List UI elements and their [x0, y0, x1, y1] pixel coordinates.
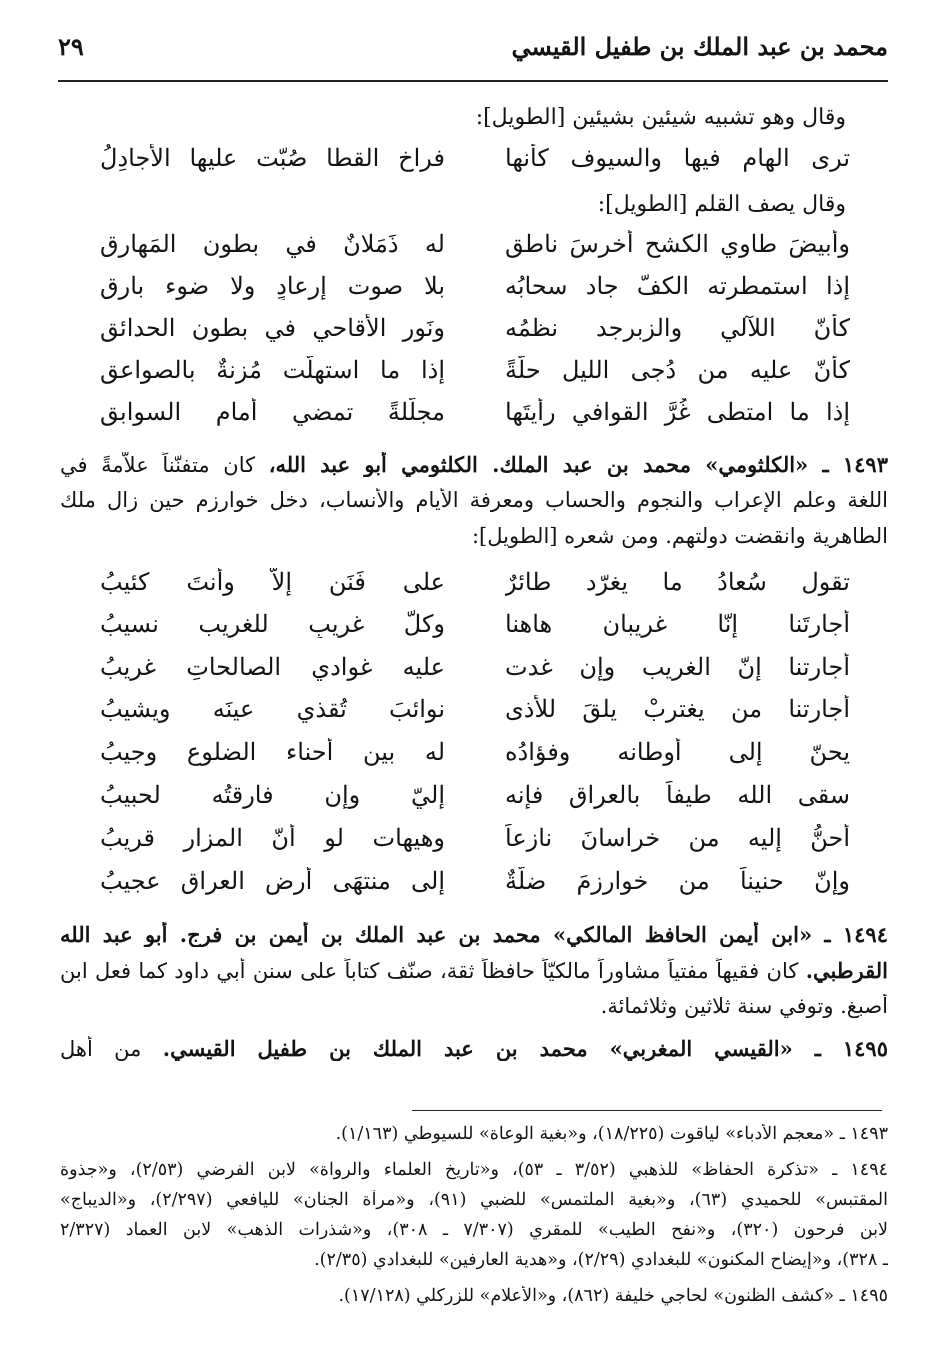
entry-1493-text: اللغة وعلم الإعراب والنجوم والحساب ومعرفة الأيام والأنساب، دخل خوارزم حين زال ملك	[60, 488, 888, 512]
verse-second-hemistich: فراخ القطا صُبّت عليها الأجادِلُ	[100, 144, 445, 172]
entry-1495-heading: ١٤٩٥ ـ «القيسي المغربي» محمد بن عبد الملك بن طفيل القيسي.	[162, 1036, 888, 1061]
entry-1493-line	[60, 488, 888, 512]
footnote-line: المقتبس» للحميدي (٦٣)، و«بغية الملتمس» للضبي (٩١)، و«مرآة الجنان» لليافعي (٢/٢٩٧)، و«الديباج»	[60, 1190, 888, 1210]
verse-second-hemistich: نوائبَ تُقذي عينَه ويشيبُ	[100, 695, 445, 723]
verse-second-hemistich: وهيهات لو أنّ المزار قريبُ	[100, 824, 445, 852]
verse-line	[100, 824, 850, 862]
verse-second-hemistich: وكلّ غريبٍ للغريب نسيبُ	[100, 610, 445, 638]
entry-1495-text: من أهل	[60, 1037, 163, 1061]
entry-1495-line	[60, 1036, 888, 1061]
verse-first-hemistich: يحنّ إلى أوطانه وفؤادُه	[505, 738, 850, 766]
verse-first-hemistich: إذا ما امتطى غُرَّ القوافي رأيتَها	[505, 398, 850, 426]
entry-1494-heading: ١٤٩٤ ـ «ابن أيمن الحافظ المالكي» محمد بن عبد الملك بن أيمن بن فرج. أبو عبد الله	[60, 922, 888, 947]
verse-line	[100, 356, 850, 394]
footnote-line: ١٤٩٤ ـ «تذكرة الحفاظ» للذهبي (٣/٥٢ ـ ٥٣)، و«تاريخ العلماء والرواة» لابن الفرضي (٢/٥٣)، و«جذوة	[60, 1160, 888, 1180]
verse-first-hemistich: ترى الهام فيها والسيوف كأنها	[505, 144, 850, 172]
verse-second-hemistich: له ذَمَلانٌ في بطون المَهارقِ	[100, 230, 445, 258]
verse-line	[100, 144, 850, 182]
entry-1493-text: كان متفنّناً علاّمةً في	[60, 453, 269, 477]
verse-first-hemistich: إذا استمطرته الكفّ جاد سحابُه	[505, 272, 850, 300]
verse-line	[100, 653, 850, 691]
verse-line	[100, 398, 850, 436]
entry-1494-nisba: القرطبي.	[805, 958, 888, 983]
running-title: محمد بن عبد الملك بن طفيل القيسي	[511, 32, 888, 61]
verse-second-hemistich: مجلّلةً تمضي أمام السوابقِ	[100, 398, 445, 426]
verse-first-hemistich: كأنّ اللآلي والزبرجد نظمُه	[505, 314, 850, 342]
verse-second-hemistich: عليه غوادي الصالحاتِ غريبُ	[100, 653, 445, 681]
verse-second-hemistich: إلى منتهَى أرض العراق عجيبُ	[100, 867, 445, 895]
verse-first-hemistich: سقى الله طيفاً بالعراق فإنه	[505, 781, 850, 809]
verse-line	[100, 314, 850, 352]
running-header	[58, 32, 888, 74]
verse-first-hemistich: وإنّ حنيناً من خوارزمَ ضلّةٌ	[505, 867, 850, 895]
verse-second-hemistich: إذا ما استهلّت مُزنةٌ بالصواعقِ	[100, 356, 445, 384]
verse-first-hemistich: تقول سُعادُ ما يغرّد طائرٌ	[505, 568, 850, 596]
verse-line	[100, 230, 850, 268]
page-number: ٢٩	[58, 32, 84, 61]
verse-first-hemistich: أجارتَنا إنّا غريبان هاهنا	[505, 610, 850, 638]
verse-line	[100, 867, 850, 905]
footnote-rule	[412, 1110, 882, 1111]
entry-1494-line	[60, 994, 888, 1018]
verse-first-hemistich: أجارتنا من يغتربْ يلقَ للأذى	[505, 695, 850, 723]
verse-line	[100, 568, 850, 606]
verse-first-hemistich: وأبيضَ طاوي الكشح أخرسَ ناطقٍ	[505, 230, 850, 258]
verse-second-hemistich: له بين أحناء الضلوع وجيبُ	[100, 738, 445, 766]
entry-1493-text: الطاهرية وانقضت دولتهم. ومن شعره [الطويل]:	[471, 524, 888, 548]
verse-intro: وقال وهو تشبيه شيئين بشيئين [الطويل]:	[475, 105, 846, 130]
entry-1493-line	[60, 524, 888, 548]
verse-second-hemistich: بلا صوت إرعادٍ ولا ضوء بارقِ	[100, 272, 445, 300]
verse-line	[100, 695, 850, 733]
verse-first-hemistich: أجارتنا إنّ الغريب وإن غدت	[505, 653, 850, 681]
verse-line	[100, 738, 850, 776]
verse-first-hemistich: كأنّ عليه من دُجى الليل حلّةً	[505, 356, 850, 384]
verse-second-hemistich: إليّ وإن فارقتُه لحبيبُ	[100, 781, 445, 809]
header-rule	[58, 80, 888, 82]
footnote-line: ١٤٩٣ ـ «معجم الأدباء» لياقوت (١٨/٢٢٥)، و«بغية الوعاة» للسيوطي (١/١٦٣).	[335, 1124, 888, 1144]
entry-1493-heading: ١٤٩٣ ـ «الكلثومي» محمد بن عبد الملك. الكلثومي أبو عبد الله،	[268, 452, 888, 477]
verse-first-hemistich: أحنُّ إليه من خراسانَ نازعاً	[505, 824, 850, 852]
entry-1494-text: كان فقيهاً مفتياً مشاوراً مالكيّاً حافظاً ثقة، صنّف كتاباً على سنن أبي داود كما فعل ابن	[60, 959, 806, 983]
verse-line	[100, 272, 850, 310]
verse-line	[100, 610, 850, 648]
footnote-line: لابن فرحون (٣٢٠)، و«نفح الطيب» للمقري (٧/٣٠٧ ـ ٣٠٨)، و«شذرات الذهب» لابن العماد (٢/٣٢٧	[60, 1220, 888, 1240]
footnote-line: ١٤٩٥ ـ «كشف الظنون» لحاجي خليفة (٨٦٢)، و«الأعلام» للزركلي (١٧/١٢٨).	[338, 1286, 888, 1306]
entry-1493-line	[60, 452, 888, 477]
verse-line	[100, 781, 850, 819]
verse-intro: وقال يصف القلم [الطويل]:	[597, 192, 846, 217]
entry-1494-line	[60, 922, 888, 947]
verse-second-hemistich: ونَور الأقاحي في بطون الحدائقِ	[100, 314, 445, 342]
entry-1494-line	[60, 958, 888, 983]
verse-second-hemistich: على فَنَنٍ إلاّ وأنتَ كئيبُ	[100, 568, 445, 596]
footnote-line: ـ ٣٢٨)، و«إيضاح المكنون» للبغدادي (٢/٢٩)، و«هدية العارفين» للبغدادي (٢/٣٥).	[314, 1250, 888, 1270]
entry-1494-text: أصبغ. وتوفي سنة ثلاثين وثلاثمائة.	[600, 994, 888, 1018]
